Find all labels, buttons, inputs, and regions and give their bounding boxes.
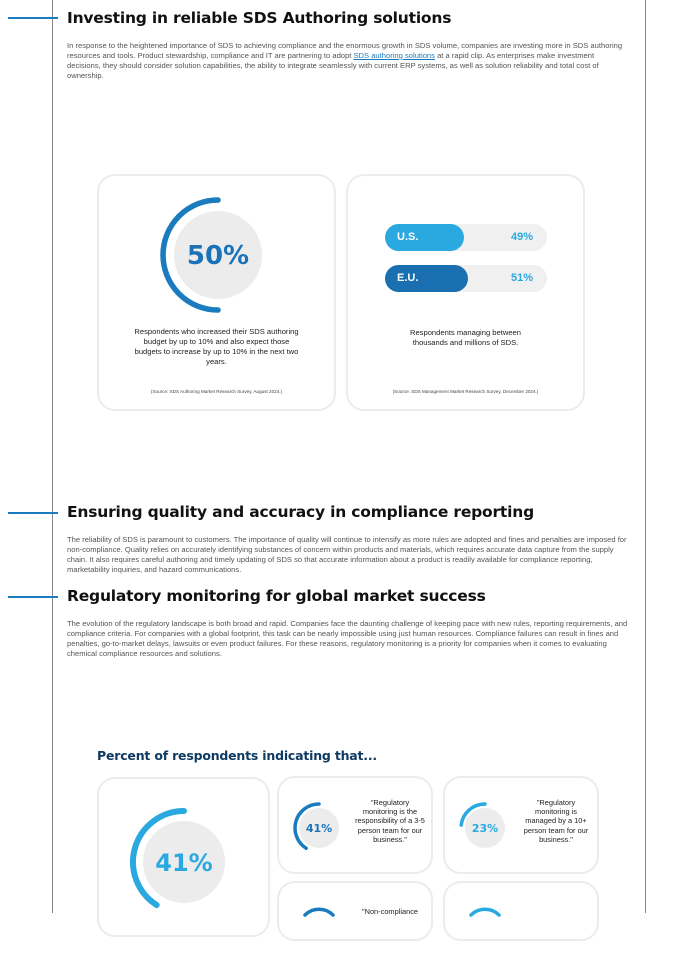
stat-card-budget bbox=[97, 174, 336, 411]
stat-source: (Source: SDS Management Market Research Survey, December 2024.) bbox=[392, 389, 539, 394]
survey-item-quote: "Non-compliance bbox=[361, 907, 419, 916]
section-title-regulatory: Regulatory monitoring for global market success bbox=[67, 587, 486, 605]
bar-eu-value: 51% bbox=[510, 272, 533, 284]
bar-eu-label: E.U. bbox=[397, 272, 419, 284]
left-margin-rule bbox=[52, 0, 53, 913]
survey-card-partial bbox=[443, 881, 599, 941]
donut-progress-arc bbox=[305, 909, 333, 915]
survey-heading: Percent of respondents indicating that... bbox=[97, 748, 377, 763]
section-marker bbox=[8, 596, 58, 598]
survey-card-3-5-team bbox=[277, 776, 433, 874]
paragraph-text: In response to the heightened importance of SDS to achieving compliance and the enormous growth in SDS volume, companies are investing more in SDS authoring resources and tools. Product stewardship, compliance and IT are partnering to adopt bbox=[67, 41, 623, 60]
survey-big-percent: 41% bbox=[155, 849, 213, 877]
donut-ring bbox=[459, 903, 511, 955]
section-paragraph-sds-authoring bbox=[67, 41, 629, 81]
survey-item-percent: 41% bbox=[305, 822, 333, 835]
donut-ring bbox=[293, 903, 345, 955]
section-paragraph-regulatory: The evolution of the regulatory landscape is both broad and rapid. Companies face the daunting challenge of keeping pace with new rules, reporting requirements, and compliance criteria. For companies with a global footprint, this task can be nearly impossible using just human resources. Compliance failures can result in fines and penalties, go-to-market delays, lawsuits or even product failures. For these reasons, regulatory monitoring is a priority for companies when it comes to evaluating chemical compliance resources and solutions. bbox=[67, 619, 628, 658]
right-margin-rule bbox=[645, 0, 646, 913]
bar-us-value: 49% bbox=[510, 231, 533, 243]
survey-card-partial bbox=[277, 881, 433, 941]
survey-item-percent: 23% bbox=[471, 822, 499, 835]
survey-card-10-plus-team bbox=[443, 776, 599, 874]
sds-authoring-link[interactable]: SDS authoring solutions bbox=[353, 51, 435, 60]
survey-item-quote: "Regulatory monitoring is the responsibility of a 3-5 person team for our business." bbox=[355, 798, 425, 844]
stat-source: (Source: SDS Authoring Market Research Survey, August 2024.) bbox=[150, 389, 283, 394]
stat-percent: 50% bbox=[186, 241, 250, 271]
section-paragraph-quality: The reliability of SDS is paramount to customers. The importance of quality will continue to intensify as more rules are adopted and fines and penalties are imposed for non-compliance. Quality relies on accurately identifying substances of concern within products and materials, which requires accurate data capture from the supply chain. It also requires careful authoring and timely updating of SDS so that accurate information about a product is readily available for compliance reporting, marketability inquiries, and hazard communications. bbox=[67, 535, 627, 574]
paragraph-text: at a rapid clip. As enterprises make investment decisions, they should consider solution capabilities, the ability to integrate seamlessly with current ERP systems, as well as solution reliability and total cost of ownership. bbox=[67, 51, 599, 80]
section-title-sds-authoring: Investing in reliable SDS Authoring solutions bbox=[67, 9, 452, 27]
bar-us-label: U.S. bbox=[397, 231, 419, 243]
bar-us bbox=[385, 224, 547, 251]
donut-progress-arc bbox=[471, 909, 499, 915]
section-title-quality: Ensuring quality and accuracy in compliance reporting bbox=[67, 503, 534, 521]
stat-card-sds-volume bbox=[346, 174, 585, 411]
survey-card-large bbox=[97, 777, 270, 937]
survey-item-quote: "Regulatory monitoring is managed by a 10+ person team for our business." bbox=[523, 798, 589, 844]
bar-eu bbox=[385, 265, 547, 292]
section-marker bbox=[8, 512, 58, 514]
stat-caption: Respondents who increased their SDS authoring budget by up to 10% and also expect those budgets to increase by up to 10% in the next two years. bbox=[134, 327, 299, 366]
section-marker bbox=[8, 17, 58, 19]
stat-caption: Respondents managing between thousands and millions of SDS. bbox=[409, 328, 522, 347]
